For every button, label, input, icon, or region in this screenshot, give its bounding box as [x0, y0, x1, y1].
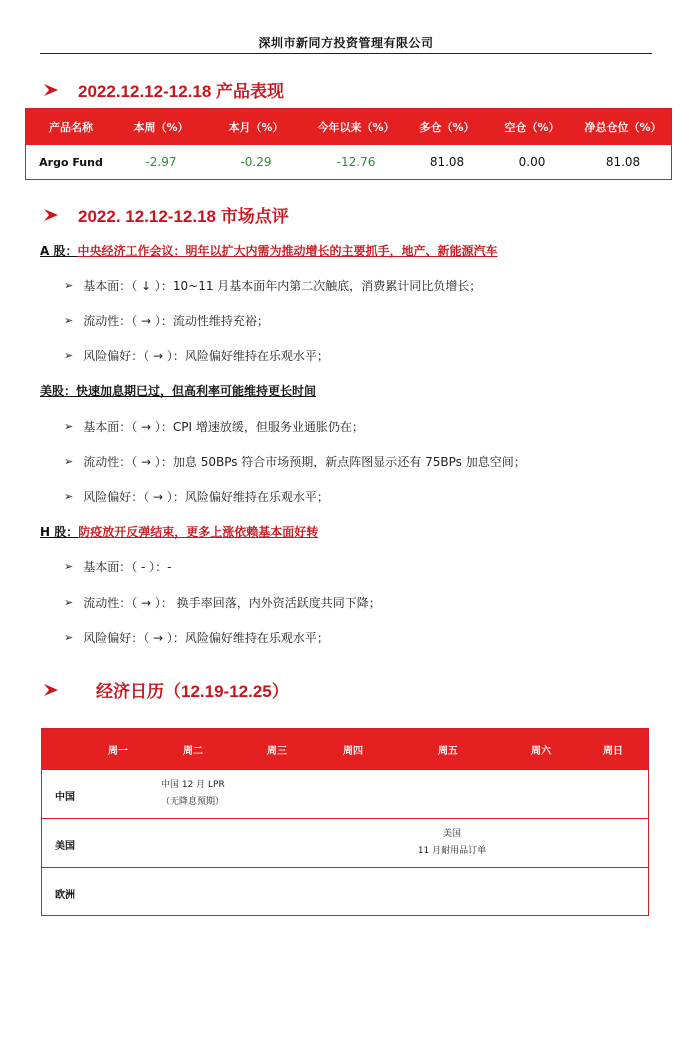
list-item: [64, 629, 329, 646]
calendar-heading: 经济日历（12.19-12.25）: [96, 682, 289, 701]
event-title: 中国 12 月 LPR: [161, 780, 225, 790]
bullet-text: 流动性：（ → ）： 换手率回落，内外资活跃度共同下降；: [83, 596, 381, 610]
calendar-event: [161, 777, 225, 811]
value-net: 81.08: [605, 155, 641, 169]
day-mon: 周一: [108, 745, 128, 757]
col-header-week: 本周（%）: [133, 121, 189, 134]
calendar-header: [42, 729, 648, 769]
bullet-text: 风险偏好：（ → ）：风险偏好维持在乐观水平；: [83, 631, 329, 645]
day-fri: 周五: [438, 745, 458, 757]
performance-heading: 2022.12.12-12.18 产品表现: [78, 82, 285, 101]
value-week: -2.97: [145, 155, 177, 169]
a-share-title: 中央经济工作会议：明年以扩大内需为推动增长的主要抓手，地产、新能源汽车: [77, 244, 498, 258]
arrow-bullet-icon: ➢: [64, 279, 74, 292]
value-long: 81.08: [429, 155, 465, 169]
us-category: 美股：: [40, 384, 77, 398]
arrow-bullet-icon: ➢: [64, 631, 74, 644]
bullet-text: 基本面：（ → ）：CPI 增速放缓，但服务业通胀仍在；: [83, 420, 364, 434]
header-divider: [40, 53, 652, 54]
arrow-bullet-icon: ➢: [64, 420, 74, 433]
h-share-category: H 股：: [40, 525, 79, 539]
market-heading: 2022. 12.12-12.18 市场点评: [78, 207, 289, 226]
section-heading-calendar: [42, 677, 289, 702]
list-item: [64, 594, 381, 611]
bullet-text: 流动性：（ → ）：加息 50BPs 符合市场预期，新点阵图显示还有 75BPs 加息空间；: [83, 455, 526, 469]
region-europe: 欧洲: [55, 890, 75, 901]
list-item: [64, 347, 329, 364]
company-name: 深圳市新同方投资管理有限公司: [258, 36, 434, 50]
performance-table: [25, 108, 672, 180]
col-header-short: 空仓（%）: [504, 121, 560, 134]
value-ytd: -12.76: [336, 155, 376, 169]
col-header-name: 产品名称: [49, 121, 93, 134]
list-item: [64, 312, 269, 329]
event-title: 美国: [442, 829, 461, 839]
day-wed: 周三: [267, 745, 287, 757]
list-item: [64, 453, 526, 470]
chevron-right-icon: [42, 681, 60, 699]
region-china: 中国: [55, 792, 75, 803]
day-thu: 周四: [343, 745, 363, 757]
event-note: 11 月耐用品订单: [417, 846, 487, 856]
table-row: [26, 145, 671, 179]
col-header-net: 净总仓位（%）: [584, 121, 662, 134]
calendar-event: [407, 826, 497, 860]
economic-calendar-table: [41, 728, 649, 916]
bullet-text: 风险偏好：（ → ）：风险偏好维持在乐观水平；: [83, 490, 329, 504]
region-us: 美国: [55, 841, 75, 852]
value-month: -0.29: [240, 155, 272, 169]
bullet-text: 流动性：（ → ）：流动性维持充裕；: [83, 314, 269, 328]
col-header-ytd: 今年以来（%）: [317, 121, 395, 134]
arrow-bullet-icon: ➢: [64, 560, 74, 573]
bullet-text: 基本面：（ ↓ ）：10~11 月基本面年内第二次触底，消费累计同比负增长；: [83, 279, 482, 293]
section-heading-performance: [42, 77, 284, 102]
col-header-month: 本月（%）: [228, 121, 284, 134]
event-note: （无降息预期）: [161, 797, 225, 807]
performance-table-header: [26, 109, 671, 145]
arrow-bullet-icon: ➢: [64, 490, 74, 503]
table-row: [42, 769, 648, 818]
bullet-text: 风险偏好：（ → ）：风险偏好维持在乐观水平；: [83, 349, 329, 363]
a-share-subheading: [40, 242, 497, 259]
arrow-bullet-icon: ➢: [64, 455, 74, 468]
day-sun: 周日: [603, 745, 623, 757]
arrow-bullet-icon: ➢: [64, 314, 74, 327]
list-item: [64, 277, 481, 294]
fund-name: Argo Fund: [39, 155, 103, 169]
list-item: [64, 558, 172, 575]
table-row: [42, 867, 648, 916]
arrow-bullet-icon: ➢: [64, 349, 74, 362]
day-sat: 周六: [531, 745, 551, 757]
value-short: 0.00: [518, 155, 546, 169]
arrow-bullet-icon: ➢: [64, 596, 74, 609]
h-share-title: 防疫放开反弹结束，更多上涨依赖基本面好转: [78, 525, 319, 539]
us-title: 快速加息期已过，但高利率可能维持更长时间: [76, 384, 317, 398]
chevron-right-icon: [42, 81, 60, 99]
h-share-subheading: [40, 523, 318, 540]
section-heading-market: [42, 202, 289, 227]
col-header-long: 多仓（%）: [419, 121, 475, 134]
a-share-category: A 股：: [40, 244, 78, 258]
chevron-right-icon: [42, 206, 60, 224]
list-item: [64, 488, 329, 505]
bullet-text: 基本面：（ - ）：-: [83, 560, 172, 574]
list-item: [64, 418, 364, 435]
table-row: [42, 818, 648, 867]
us-subheading: [40, 382, 316, 399]
day-tue: 周二: [183, 745, 203, 757]
